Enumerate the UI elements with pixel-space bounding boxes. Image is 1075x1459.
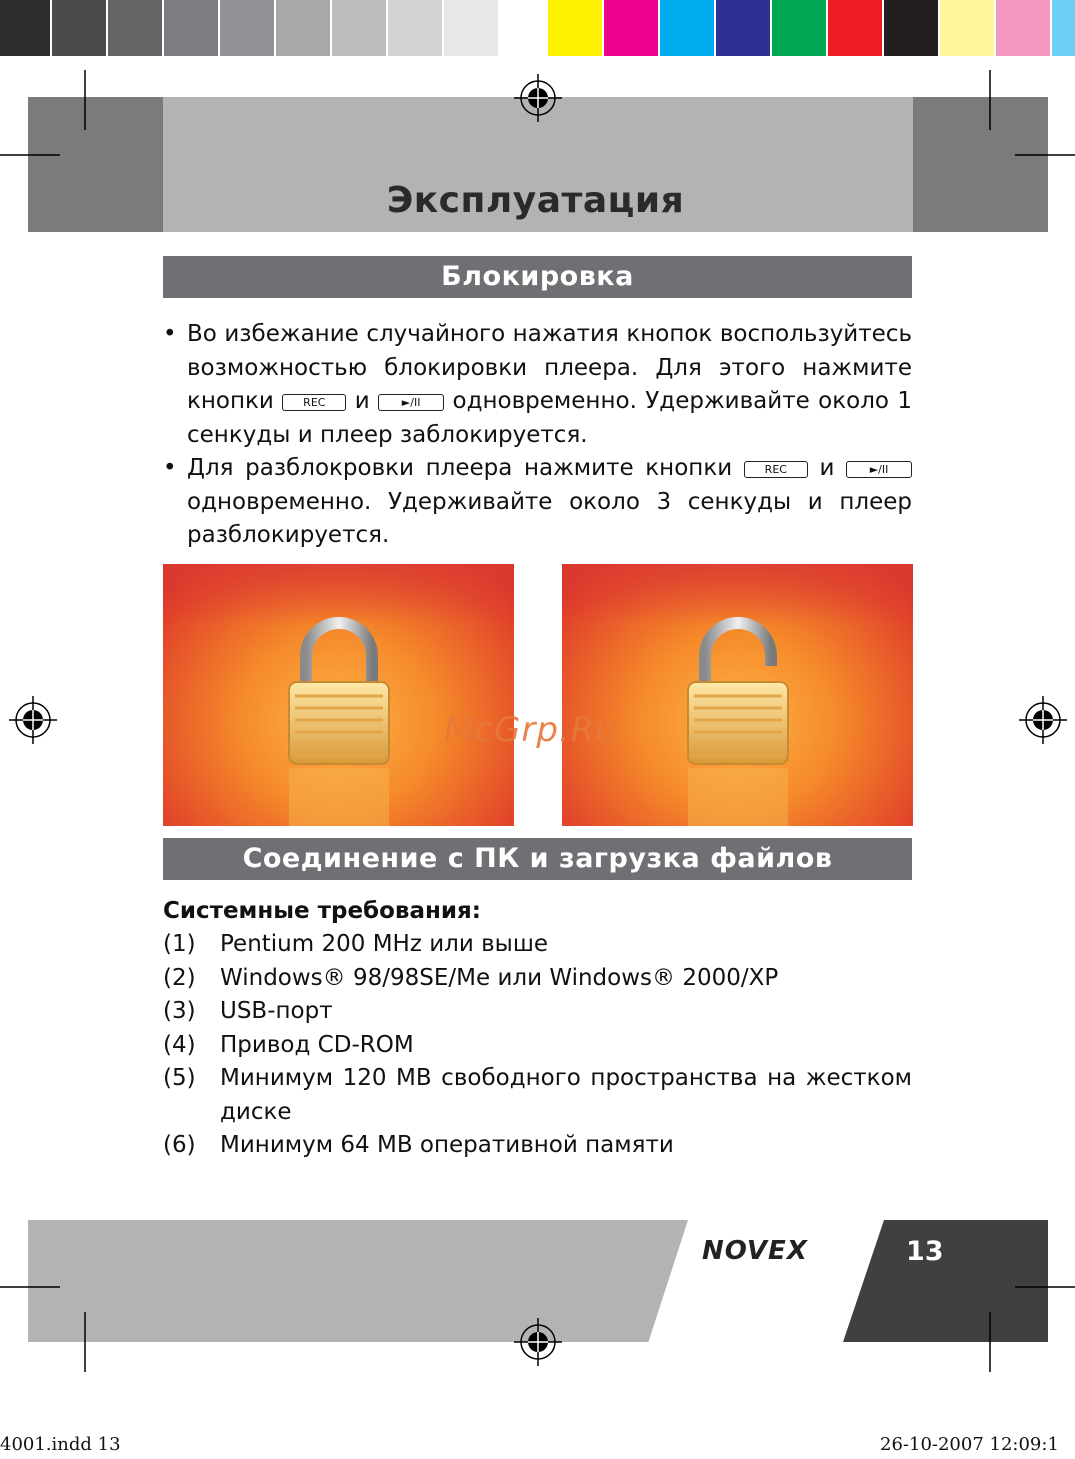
crosshair-icon <box>514 74 562 122</box>
rec-key-icon: REC <box>282 394 346 411</box>
req-text: Минимум 64 MB оперативной памяти <box>220 1132 674 1158</box>
req-number: (5) <box>163 1065 196 1091</box>
and-word: и <box>354 388 370 414</box>
bullet1-text-b: одновременно. Удерживайте около 1 сенкуды и плеер заблокируется. <box>187 388 913 448</box>
play-pause-key-icon: ►/II <box>846 461 912 478</box>
req-text: Привод CD-ROM <box>220 1031 414 1058</box>
req-text: Минимум 120 MB свободного пространства на жестком диске <box>220 1065 912 1125</box>
req-number: (2) <box>163 964 196 991</box>
rec-key-icon: REC <box>744 461 808 478</box>
page-title: Эксплуатация <box>386 180 685 221</box>
play-pause-key-icon: ►/II <box>378 394 444 411</box>
novex-logo: NOVEX <box>702 1236 808 1266</box>
req-number: (6) <box>163 1132 196 1158</box>
bullet2-text-b: одновременно. Удерживайте около 3 сенкуды и плеер разблокируется. <box>187 488 912 548</box>
bullet2-text-a: Для разблокровки плеера нажмите кнопки <box>187 455 733 481</box>
page-number: 13 <box>906 1236 944 1267</box>
bullet-icon: • <box>163 321 177 347</box>
bullet1-text-a: Во избежание случайного нажатия кнопок воспользуйтесь возможностью блокировки плеера. Для этого нажмите кнопки <box>187 321 912 414</box>
crosshair-icon <box>514 1318 562 1366</box>
req-number: (3) <box>163 998 196 1024</box>
requirements-title: Системные требования: <box>163 898 481 924</box>
crosshair-icon <box>1019 696 1067 744</box>
req-number: (4) <box>163 1031 196 1058</box>
section-heading-lock: Блокировка <box>163 256 912 298</box>
req-number: (1) <box>163 931 196 957</box>
watermark-text: McGrp.Ru <box>444 710 618 750</box>
req-text: USB-порт <box>220 998 333 1024</box>
bullet-icon: • <box>163 455 177 481</box>
crosshair-icon <box>9 696 57 744</box>
print-slug-file: 4001.indd 13 <box>0 1434 121 1455</box>
print-slug-date: 26-10-2007 12:09:1 <box>880 1434 1059 1455</box>
req-text: Windows® 98/98SE/Me или Windows® 2000/XP <box>220 964 779 991</box>
section-heading-pc: Соединение с ПК и загрузка файлов <box>163 838 912 880</box>
and-word: и <box>819 455 835 481</box>
req-text: Pentium 200 MHz или выше <box>220 931 549 957</box>
